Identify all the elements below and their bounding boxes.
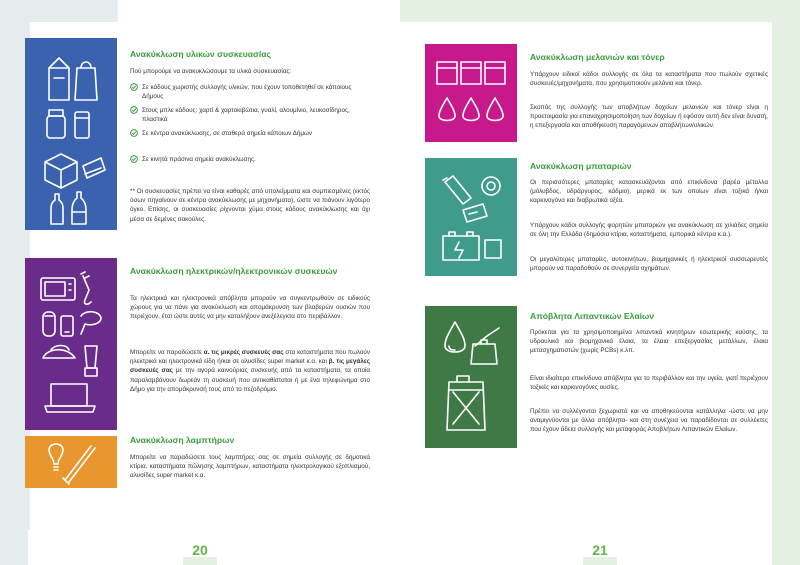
electronics-p2-small: α. τις μικρές συσκευές σας (203, 349, 284, 356)
microwave-icon (41, 278, 75, 300)
left-page-number-bar (183, 557, 217, 565)
packaging-item-1 (130, 83, 370, 101)
ink-drop-icon (487, 98, 503, 121)
jar-icon (47, 110, 65, 138)
lamps-title: Ανακύκλωση λαμπτήρων (130, 435, 235, 445)
check-circle-icon (130, 106, 138, 114)
can-icon (75, 112, 89, 138)
coin-battery-icon (482, 177, 500, 195)
milk-carton-icon (49, 58, 69, 100)
packaging-item-text: Σε κάδους χωριστής συλλογής υλικών, που έχουν τοποθετηθεί σε κάποιους Δήμους (142, 84, 352, 101)
jerrycan-icon (447, 376, 485, 430)
car-battery-icon (443, 232, 479, 260)
packaging-intro: Πού μπορούμε να ανακυκλώσουμε τα υλικά συσκευασίας: (130, 68, 292, 75)
toner-title: Ανακύκλωση μελανιών και τόνερ (530, 52, 665, 62)
check-circle-icon (130, 129, 138, 137)
packaging-item-text: Σε κέντρα ανακύκλωσης, σε σταθερά σημεία κάποιων Δήμων (142, 130, 313, 137)
electronics-p2-e: με την αγορά καινούριας συσκευής από τα καταστήματα, τα οποία παραλαμβάνουν δωρεάν τη συσκευή που αντικαθίσταται ή με ένα τηλεφώνημα στο Δήμο για την απομάκρυνσή τους από το πεζοδρόμιο. (130, 367, 370, 393)
phone-icon (61, 316, 73, 336)
oils-p1: Πρόκειται για τα χρησιμοποιημένα λιπαντικά κινητήρων εσωτερικής καύσης, τα υδραυλικά και βιομηχανικά έλαια, τα έλαια επεξεργασίας μετάλλων, έλαια μετασχηματιστών (χωρίς PCBs) κ.λπ. (530, 329, 768, 355)
bottle-icon (51, 194, 63, 224)
electronics-p2-a: Μπορείτε να παραδώσετε (130, 349, 204, 356)
batteries-p1: Οι περισσότερες μπαταρίες κατασκευάζονται από επικίνδυνα βαρέα μέταλλα (μόλυβδος, υδράργυρος, κάδμιο), μερικά εκ των οποίων είναι τοξικά ή/και καρκινογόνα και διαβρωτικά οξέα. (530, 179, 768, 205)
oils-p2: Είναι ιδιαίτερα επικίνδυνα απόβλητα για το περιβάλλον και την υγεία, γιατί περιέχουν τοξικές και καρκινογόνες ουσίες. (530, 375, 768, 392)
oils-icon-tile (425, 306, 517, 448)
left-page-number: 20 (192, 542, 208, 558)
ink-cartridge-icon (485, 62, 505, 84)
right-page-number-bar (583, 557, 617, 565)
oils-p3: Πρέπει να συλλέγονται ξεχωριστά και να αποθηκεύονται κατάλληλα -ώστε να μην αναμιγνύονται με άλλα απόβλητα- και στη συνέχεια να παραδίδονται σε συλλέκτες που έχουν άδεια συλλογής και μεταφοράς Αποβλήτων Λιπαντικών Ελαίων. (530, 408, 768, 434)
hairdryer-icon (81, 312, 101, 334)
laptop-icon (45, 384, 95, 412)
ink-cartridge-icon (437, 62, 457, 84)
packaging-title: Ανακύκλωση υλικών συσκευασίας (130, 49, 272, 59)
left-top-band (28, 0, 118, 22)
ink-drop-icon (463, 98, 479, 121)
light-bulb-icon (49, 444, 63, 470)
shaver-icon (43, 312, 55, 336)
toner-p1: Υπάρχουν ειδικοί κάδοι συλλογής σε όλα τα καταστήματα που πωλούν σχετικές συσκευές/μηχανήματα, που χρησιμοποιούν μελάνια και τόνερ. (530, 71, 768, 88)
lamps-text: Μπορείτε να παραδώσετε τους λαμπτήρες σας σε σημεία συλλογής σε δημοτικά κτίρια, καταστήματα πώλησης λαμπτήρων, καταστήματα ηλεκτρολογικού εξοπλισμού, αλυσίδες super market κ.α. (130, 454, 370, 480)
bag-icon (75, 62, 97, 100)
fluorescent-tube-icon (63, 446, 95, 484)
electronics-icon-tile (25, 258, 117, 430)
packaging-item-text: Σε κινητά πράσινα σημεία ανακύκλωσης. (142, 156, 256, 163)
oils-title: Απόβλητα Λιπαντικών Ελαίων (530, 311, 655, 321)
left-margin-band (0, 0, 28, 565)
oil-can-icon (471, 328, 499, 364)
lamps-icon-tile (25, 436, 117, 488)
ink-drop-icon (439, 98, 455, 121)
batteries-icon-tile (425, 158, 517, 276)
batteries-title: Ανακύκλωση μπαταριών (530, 161, 632, 171)
batteries-p3: Οι μεγαλύτερες μπαταρίες, αυτοκινήτων, βιομηχανικές ή ηλεκτρικοί συσσωρευτές μπορούν να παραδοθούν σε συνεργεία οχημάτων. (530, 256, 768, 273)
electronics-p2-large: β. τις μεγάλες συσκευές σας (130, 358, 370, 375)
flat-battery-icon (463, 204, 487, 222)
electronics-p1: Τα ηλεκτρικά και ηλεκτρονικά απόβλητα μπορούν να συγκεντρωθούν σε ειδικούς χώρους για να πάνε για ανακύκλωση και απομάκρυνση των βλαβερών ουσιών που περιέχουν, έτσι ώστε αυτές να μην καταλήξουν ανεξέλεγκτα στο περιβάλλον. (130, 295, 370, 321)
packaging-item-text: Στους μπλε κάδους: χαρτί & χαρτοκιβώτια, γυαλί, αλουμίνιο, λευκοσίδηρος, πλαστικά (142, 107, 350, 124)
check-circle-icon (130, 83, 138, 91)
packaging-item-2 (130, 106, 370, 124)
aa-battery-icon (443, 176, 471, 204)
paper-stack-icon (83, 158, 105, 178)
batteries-p2: Υπάρχουν κάδοι συλλογής φορητών μπαταριών για ανακύκλωση σε χιλιάδες σημεία σε όλη την Ελλάδα (δημόσια κτίρια, καταστήματα, εμπορικά κέντρα κ.α.). (530, 222, 768, 239)
packaging-item-4 (130, 155, 370, 164)
electronics-p2-c: στα καταστήματα που πωλούν ηλεκτρικά και ηλεκτρονικά είδη ή/και σε αλυσίδες super market κ.α. και (130, 349, 371, 366)
right-top-band (400, 0, 800, 22)
blender-icon (85, 346, 97, 376)
electronics-title: Ανακύκλωση ηλεκτρικών/ηλεκτρονικών συσκευών (130, 266, 338, 276)
box-icon (45, 154, 77, 188)
right-page-number: 21 (592, 542, 608, 558)
toner-icon-tile (425, 44, 517, 142)
oil-drop-icon (445, 322, 465, 352)
iron-icon (43, 346, 75, 359)
right-margin-band (772, 0, 800, 565)
ink-cartridge-icon (461, 62, 481, 84)
battery-pack-icon (485, 240, 501, 258)
packaging-note: ** Οι συσκευασίες πρέπει να είναι καθαρές από υπολείμματα και συμπιεσμένες (εκτός όσων πηγαίνουν σε κέντρα ανακύκλωσης με μηχανήματα), ώστε να πιάνουν λιγότερο όγκο. Επίσης, οι συσκευασίες ρίχνονται χύμα στους κάδους ανακύκλωσης και όχι μέσα σε δεμένες σακούλες. (130, 188, 370, 223)
packaging-item-3 (130, 129, 370, 138)
check-circle-icon (130, 155, 138, 163)
packaging-icon-tile (25, 38, 117, 230)
plug-icon (81, 272, 91, 304)
plastic-bottle-icon (72, 192, 86, 224)
right-page (400, 0, 800, 565)
toner-p2: Σκοπός της συλλογής των αποβλήτων δοχείων μελανιών και τόνερ είναι η προετοιμασία για επαναχρησιμοποίηση των δοχείων ή εφόσον αυτή δεν είναι δυνατή, η επεξεργασία και αποθήκευση παραγόμενων αποβλήτων/υλικών. (530, 104, 768, 130)
electronics-p2 (130, 348, 370, 394)
